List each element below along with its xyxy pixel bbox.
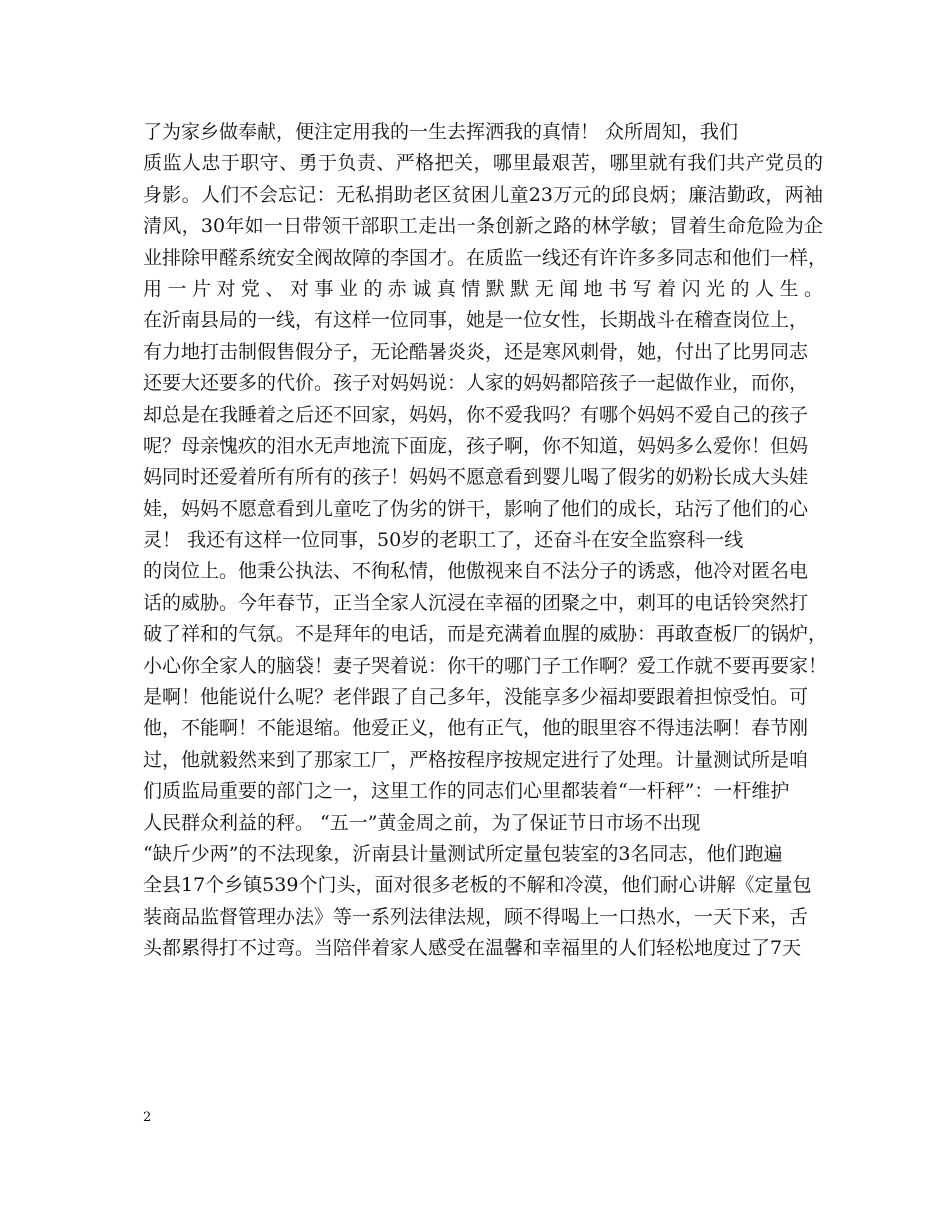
text-line: 过，他就毅然来到了那家工厂，严格按程序按规定进行了处理。计量测试所是咱 bbox=[143, 748, 809, 771]
text-line: 清风，30年如一日带领干部职工走出一条创新之路的林学敏；冒着生命危险为企 bbox=[143, 215, 823, 238]
text-line: 的岗位上。他秉公执法、不徇私情，他傲视来自不法分子的诱惑，他冷对匿名电 bbox=[143, 560, 809, 583]
page-number: 2 bbox=[143, 1110, 152, 1125]
text-line: 用一片对党、对事业的赤诚真情默默无闻地书写着闪光的人生。 bbox=[143, 277, 823, 300]
text-line: 业排除甲醛系统安全阀故障的李国才。在质监一线还有许许多多同志和他们一样， bbox=[143, 246, 828, 269]
text-line: 身影。人们不会忘记：无私捐助老区贫困儿童23万元的邱良炳；廉洁勤政，两袖 bbox=[143, 183, 823, 206]
text-line: 装商品监督管理办法》等一系列法律法规，顾不得喝上一口热水，一天下来，舌 bbox=[143, 905, 809, 928]
text-line: 质监人忠于职守、勇于负责、严格把关，哪里最艰苦，哪里就有我们共产党员的 bbox=[143, 152, 823, 175]
text-line: 娃，妈妈不愿意看到儿童吃了伪劣的饼干，影响了他们的成长，玷污了他们的心 bbox=[143, 497, 809, 520]
text-line: 话的威胁。今年春节，正当全家人沉浸在幸福的团聚之中，刺耳的电话铃突然打 bbox=[143, 591, 809, 614]
text-line: 妈同时还爱着所有所有的孩子！妈妈不愿意看到婴儿喝了假劣的奶粉长成大头娃 bbox=[143, 466, 809, 489]
text-line: 了为家乡做奉献，便注定用我的一生去挥洒我的真情！ 众所周知，我们 bbox=[143, 121, 739, 143]
text-line: 在沂南县局的一线，有这样一位同事，她是一位女性，长期战斗在稽查岗位上， bbox=[143, 309, 809, 332]
text-line: 灵！ 我还有这样一位同事，50岁的老职工了，还奋斗在安全监察科一线 bbox=[143, 529, 744, 552]
text-line: 人民群众利益的秤。 “五一”黄金周之前，为了保证节日市场不出现 bbox=[143, 811, 701, 834]
text-line: 呢？母亲愧疚的泪水无声地流下面庞，孩子啊，你不知道，妈妈多么爱你！但妈 bbox=[143, 434, 809, 457]
text-line: “缺斤少两”的不法现象，沂南县计量测试所定量包装室的3名同志，他们跑遍 bbox=[143, 842, 783, 865]
text-line: 头都累得打不过弯。当陪伴着家人感受在温馨和幸福里的人们轻松地度过了7天 bbox=[143, 937, 802, 960]
text-line: 有力地打击制假售假分子，无论酷暑炎炎，还是寒风刺骨，她，付出了比男同志 bbox=[143, 340, 809, 363]
text-line: 还要大还要多的代价。孩子对妈妈说：人家的妈妈都陪孩子一起做作业，而你， bbox=[143, 372, 809, 395]
text-line: 他，不能啊！不能退缩。他爱正义，他有正气，他的眼里容不得违法啊！春节刚 bbox=[143, 717, 809, 740]
text-line: 小心你全家人的脑袋！妻子哭着说：你干的哪门子工作啊？爱工作就不要再要家！ bbox=[143, 654, 828, 677]
text-line: 全县17个乡镇539个门头，面对很多老板的不解和冷漠，他们耐心讲解《定量包 bbox=[143, 874, 812, 897]
text-line: 破了祥和的气氛。不是拜年的电话，而是充满着血腥的威胁：再敢查板厂的锅炉， bbox=[143, 623, 828, 646]
body-text bbox=[143, 117, 828, 965]
text-line: 却总是在我睡着之后还不回家，妈妈，你不爱我吗？有哪个妈妈不爱自己的孩子 bbox=[143, 403, 809, 426]
text-line: 是啊！他能说什么呢？老伴跟了自己多年，没能享多少福却要跟着担惊受怕。可 bbox=[143, 686, 809, 709]
text-line: 们质监局重要的部门之一，这里工作的同志们心里都装着“一杆秤”：一杆维护 bbox=[143, 780, 790, 803]
